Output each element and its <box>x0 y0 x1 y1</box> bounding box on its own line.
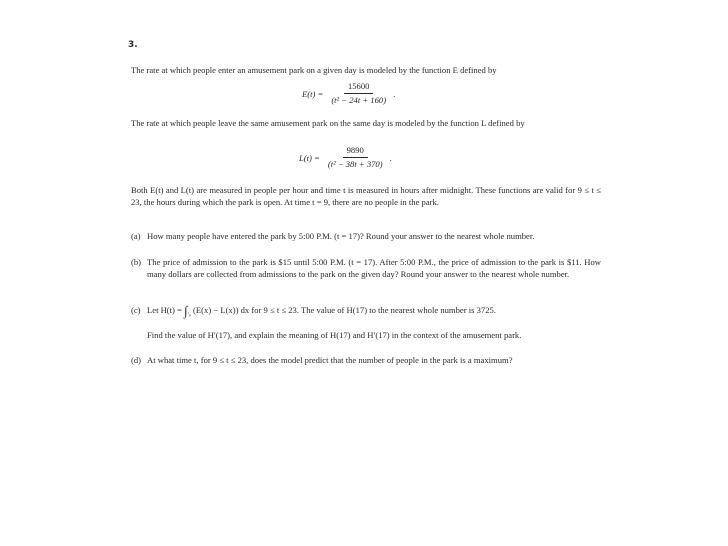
E-formula <box>302 81 395 106</box>
part-a-text: How many people have entered the park by 5:00 P.M. (t = 17)? Round your answer to the nearest whole number. <box>147 231 535 241</box>
E-period: . <box>393 88 396 99</box>
L-lhs: L(t) = <box>299 152 320 163</box>
part-a <box>131 230 601 242</box>
E-lhs: E(t) = <box>302 88 324 99</box>
part-c-label: (c) <box>131 305 141 315</box>
both-text: Both E(t) and L(t) are measured in people per hour and time t is measured in hours after midnight. These functions are valid for 9 ≤ t ≤ 23, the hours during which the park is open. At time t = 9, there are no people in the park. <box>131 185 601 207</box>
L-formula <box>299 145 392 170</box>
L-denominator: (t² − 38t + 370) <box>327 159 383 169</box>
L-period: . <box>389 152 392 163</box>
L-numerator: 9890 <box>343 145 368 158</box>
part-d-label: (d) <box>131 355 142 365</box>
E-numerator: 15600 <box>344 81 373 94</box>
part-c-text2: Find the value of H′(17), and explain the meaning of H(17) and H′(17) in the context of the amusement park. <box>147 329 522 340</box>
intro-L-text: The rate at which people leave the same amusement park on the same day is modeled by the function L defined by <box>131 118 525 128</box>
integral-limits: ᵗ₉ <box>187 311 191 318</box>
part-b-text: The price of admission to the park is $15 until 5:00 P.M. (t = 17). After 5:00 P.M., the price of admission to the park is $11. How many dollars are collected from admissions to the park on the given day? Round your answer to the nearest whole number. <box>147 257 601 279</box>
part-c-post: (E(x) − L(x)) dx for 9 ≤ t ≤ 23. The value of H(17) to the nearest whole number is 3725. <box>193 305 496 315</box>
integral-sign: ∫ <box>184 303 188 318</box>
part-c <box>131 304 601 341</box>
problem-number: 3. <box>128 40 138 50</box>
part-d <box>131 354 601 366</box>
part-d-text: At what time t, for 9 ≤ t ≤ 23, does the model predict that the number of people in the park is a maximum? <box>147 355 513 365</box>
L-fraction <box>324 145 387 170</box>
part-b-label: (b) <box>131 257 142 267</box>
part-b <box>131 256 601 280</box>
part-a-label: (a) <box>131 231 141 241</box>
E-fraction <box>327 81 390 106</box>
E-denominator: (t² − 24t + 160) <box>331 95 387 105</box>
part-c-pre: Let H(t) = <box>147 305 182 315</box>
part-c-body <box>147 304 601 341</box>
intro-E-text: The rate at which people enter an amusement park on a given day is modeled by the function E defined by <box>131 65 497 75</box>
